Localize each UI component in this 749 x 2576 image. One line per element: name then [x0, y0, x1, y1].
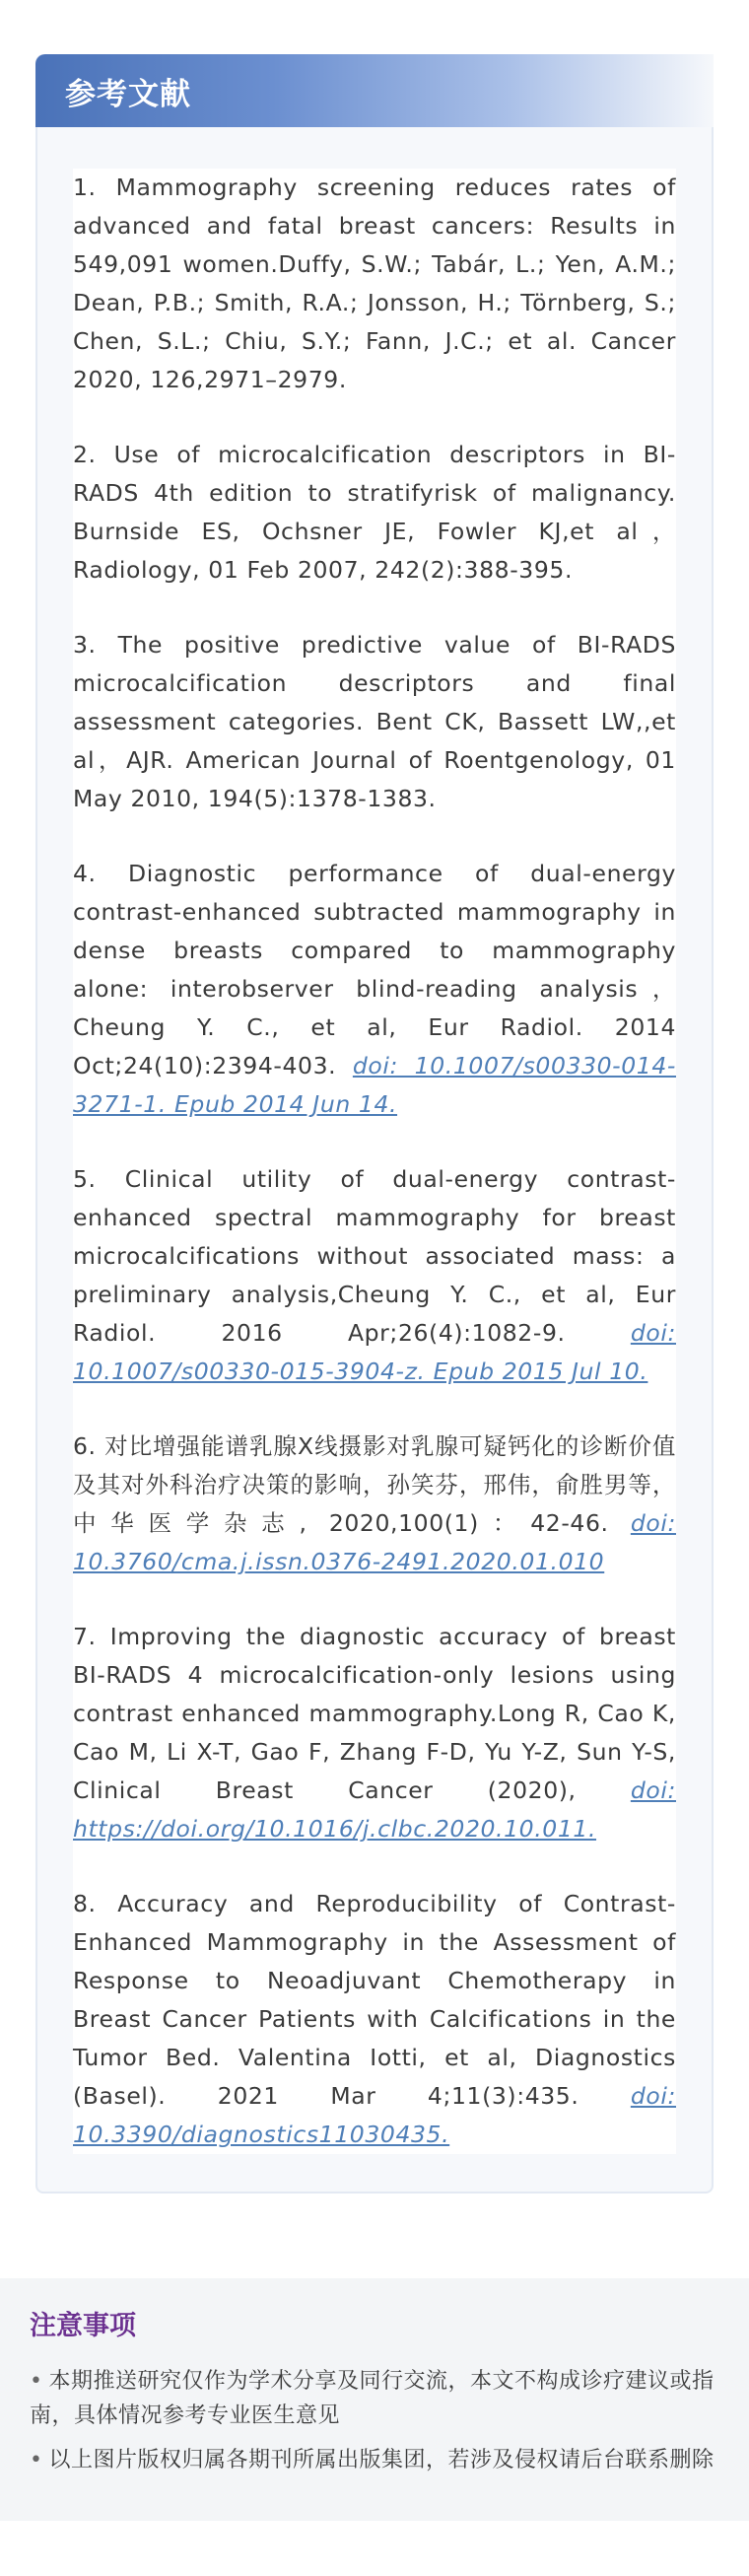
reference-doi-link[interactable]: doi: 10.3390/diagnostics11030435. — [73, 2082, 676, 2148]
reference-doi-link[interactable]: doi: https://doi.org/10.1016/j.clbc.2020.10.011. — [73, 1776, 676, 1843]
reference-text: 3. The positive predictive value of BI-RADS microcalcification descriptors and final assessment categories. Bent CK, Bassett LW,,et al，AJR. American Journal of Roentgenology, 01 May 2010, 194(5):1378-1383. — [73, 631, 676, 812]
reference-item-7 — [73, 1618, 676, 1848]
bullet-icon: • — [30, 2448, 43, 2472]
references-list — [73, 169, 676, 2154]
article-page — [0, 54, 749, 2576]
reference-doi-link[interactable]: doi: 10.1007/s00330-014-3271-1. Epub 2014 Jun 14. — [73, 1052, 676, 1118]
reference-item-1 — [73, 169, 676, 399]
reference-item-5 — [73, 1160, 676, 1391]
note-item — [30, 2364, 719, 2433]
references-card — [35, 54, 714, 2193]
bottom-spacer — [0, 2521, 749, 2576]
reference-doi-link[interactable]: doi: 10.1007/s00330-015-3904-z. Epub 2015 Jul 10. — [73, 1319, 676, 1385]
reference-text: 7. Improving the diagnostic accuracy of breast BI-RADS 4 microcalcification-only lesions using contrast enhanced mammography.Long R, Cao K, Cao M, Li X-T, Gao F, Zhang F-D, Yu Y-Z, Sun Y-S, Clinical Breast Cancer (2020), — [73, 1623, 676, 1804]
references-header — [35, 54, 714, 127]
reference-text: 2. Use of microcalcification descriptors in BI-RADS 4th edition to stratifyrisk of malignancy. Burnside ES, Ochsner JE, Fowler KJ,et al，Radiology, 01 Feb 2007, 242(2):388-395. — [73, 441, 676, 584]
bullet-icon: • — [30, 2369, 43, 2394]
reference-item-3 — [73, 626, 676, 818]
reference-text: 1. Mammography screening reduces rates of advanced and fatal breast cancers: Results in 549,091 women.Duffy, S.W.; Tabár, L.; Yen, A.M.; Dean, P.B.; Smith, R.A.; Jonsson, H.; Törnberg, S.; Chen, S.L.; Chiu, S.Y.; Fann, J.C.; et al. Cancer 2020, 126,2971–2979. — [73, 174, 676, 393]
note-text: 以上图片版权归属各期刊所属出版集团，若涉及侵权请后台联系删除 — [48, 2448, 715, 2472]
reference-text: 4. Diagnostic performance of dual-energy contrast-enhanced subtracted mammography in dense breasts compared to mammography alone: interobserver blind-reading analysis，Cheung Y. C., et al, Eur Radiol. 2014 Oct;24(10):2394-403. — [73, 860, 676, 1079]
reference-item-8 — [73, 1885, 676, 2154]
reference-item-4 — [73, 855, 676, 1124]
reference-item-2 — [73, 436, 676, 590]
note-text: 本期推送研究仅作为学术分享及同行交流，本文不构成诊疗建议或指南，具体情况参考专业医生意见 — [30, 2369, 715, 2428]
reference-doi-link[interactable]: doi: 10.3760/cma.j.issn.0376-2491.2020.01.010 — [73, 1509, 676, 1575]
reference-text: 6. 对比增强能谱乳腺X线摄影对乳腺可疑钙化的诊断价值及其对外科治疗决策的影响，孙笑芬，邢伟，俞胜男等，中华医学杂志, 2020,100(1)：42-46. — [73, 1432, 676, 1537]
reference-item-6 — [73, 1427, 676, 1581]
reference-text: 5. Clinical utility of dual-energy contrast-enhanced spectral mammography for breast microcalcifications without associated mass: a preliminary analysis,Cheung Y. C., et al, Eur Radiol. 2016 Apr;26(4):1082-9. — [73, 1165, 676, 1347]
note-item — [30, 2443, 719, 2477]
reference-text: 8. Accuracy and Reproducibility of Contrast-Enhanced Mammography in the Assessment of Response to Neoadjuvant Chemotherapy in Breast Cancer Patients with Calcifications in the Tumor Bed. Valentina Iotti, et al, Diagnostics (Basel). 2021 Mar 4;11(3):435. — [73, 1890, 676, 2110]
references-title: 参考文献 — [65, 76, 191, 112]
notes-title: 注意事项 — [30, 2311, 136, 2341]
notes-section — [0, 2278, 749, 2521]
